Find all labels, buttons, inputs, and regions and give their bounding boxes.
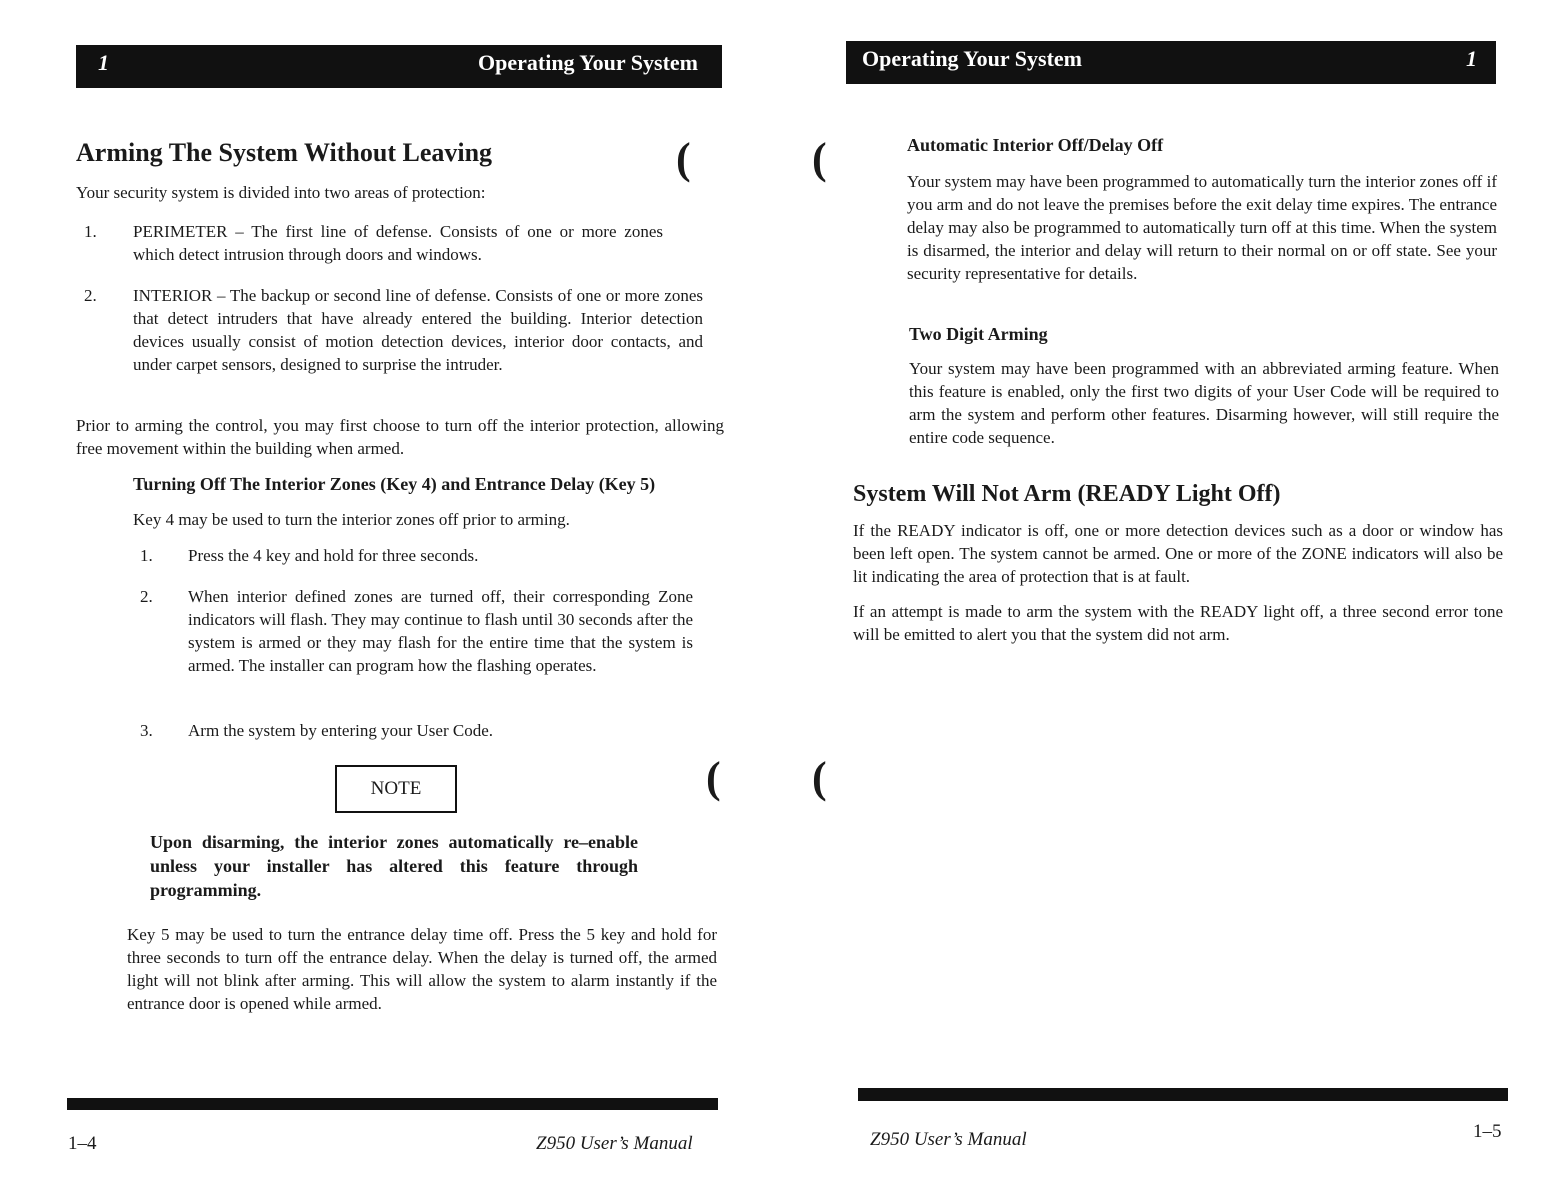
right-subheading-2: Two Digit Arming	[909, 324, 1048, 344]
note-box: NOTE	[335, 765, 457, 813]
left-section-heading: Arming The System Without Leaving	[76, 138, 493, 167]
step-3-text: Arm the system by entering your User Code.	[188, 721, 493, 740]
step-1-text: Press the 4 key and hold for three seconds.	[188, 546, 479, 565]
right-paragraph-4: If an attempt is made to arm the system with the READY light off, a three second error tone will be emitted to alert you that the system did not arm.	[853, 602, 1503, 644]
binding-mark: (	[706, 753, 721, 802]
binding-mark: (	[812, 134, 827, 183]
left-header-title: Operating Your System	[478, 50, 698, 75]
right-subheading-1: Automatic Interior Off/Delay Off	[907, 135, 1164, 155]
binding-mark: (	[812, 753, 827, 802]
right-paragraph-3: If the READY indicator is off, one or more detection devices such as a door or window has been left open. The system cannot be armed. One or more of the ZONE indicators will also be lit indicating the area of protection that is at fault.	[853, 521, 1503, 586]
step-3-number: 3.	[140, 721, 153, 740]
left-chapter-number: 1	[98, 50, 109, 75]
right-paragraph-2: Your system may have been programmed with an abbreviated arming feature. When this feature is enabled, only the first two digits of your User Code will be required to arm the system and perform other features. Disarming however, will still require the entire code sequence.	[909, 359, 1499, 447]
note-text: Upon disarming, the interior zones automatically re–enable unless your installer has altered this feature through programming.	[150, 832, 638, 900]
prior-paragraph: Prior to arming the control, you may first choose to turn off the interior protection, allowing free movement within the building when armed.	[76, 416, 724, 458]
right-chapter-number: 1	[1466, 46, 1477, 71]
right-page-number: 1–5	[1473, 1121, 1502, 1142]
right-footer-rule	[858, 1088, 1508, 1101]
right-header-title: Operating Your System	[862, 46, 1082, 71]
area-1-number: 1.	[84, 222, 97, 241]
left-subheading: Turning Off The Interior Zones (Key 4) and Entrance Delay (Key 5)	[133, 474, 656, 494]
right-footer-manual: Z950 User’s Manual	[870, 1129, 1027, 1150]
area-2-number: 2.	[84, 286, 97, 305]
right-page-header	[846, 41, 1496, 84]
area-2-text: INTERIOR – The backup or second line of defense. Consists of one or more zones that detect intruders that have already entered the building. Interior detection devices usually consist of motion detection devices, interior door contacts, and under carpet sensors, designed to surprise the intruder.	[133, 286, 703, 374]
left-page-header	[76, 45, 722, 88]
left-intro-text: Your security system is divided into two areas of protection:	[76, 183, 486, 202]
binding-mark: (	[676, 134, 691, 183]
left-footer-manual: Z950 User’s Manual	[536, 1133, 693, 1154]
left-page-number: 1–4	[68, 1133, 97, 1154]
step-2-number: 2.	[140, 587, 153, 606]
step-1-number: 1.	[140, 546, 153, 565]
area-1-text: PERIMETER – The first line of defense. Consists of one or more zones which detect intrusion through doors and windows.	[133, 222, 663, 264]
right-section-heading: System Will Not Arm (READY Light Off)	[853, 481, 1281, 507]
key5-paragraph: Key 5 may be used to turn the entrance delay time off. Press the 5 key and hold for three seconds to turn off the entrance delay. When the delay is turned off, the armed light will not blink after arming. This will allow the system to alarm instantly if the entrance door is opened while armed.	[127, 925, 717, 1013]
step-2-text: When interior defined zones are turned off, their corresponding Zone indicators will flash. They may continue to flash until 30 seconds after the system is armed or they may flash for the entire time that the system is armed. The installer can program how the flashing operates.	[188, 587, 693, 675]
right-paragraph-1: Your system may have been programmed to automatically turn the interior zones off if you arm and do not leave the premises before the exit delay time expires. The entrance delay may also be programmed to automatically turn off at this time. When the system is disarmed, the interior and delay will return to their normal on or off state. See your security representative for details.	[907, 172, 1497, 283]
key4-paragraph: Key 4 may be used to turn the interior zones off prior to arming.	[133, 510, 570, 529]
left-footer-rule	[67, 1098, 718, 1110]
